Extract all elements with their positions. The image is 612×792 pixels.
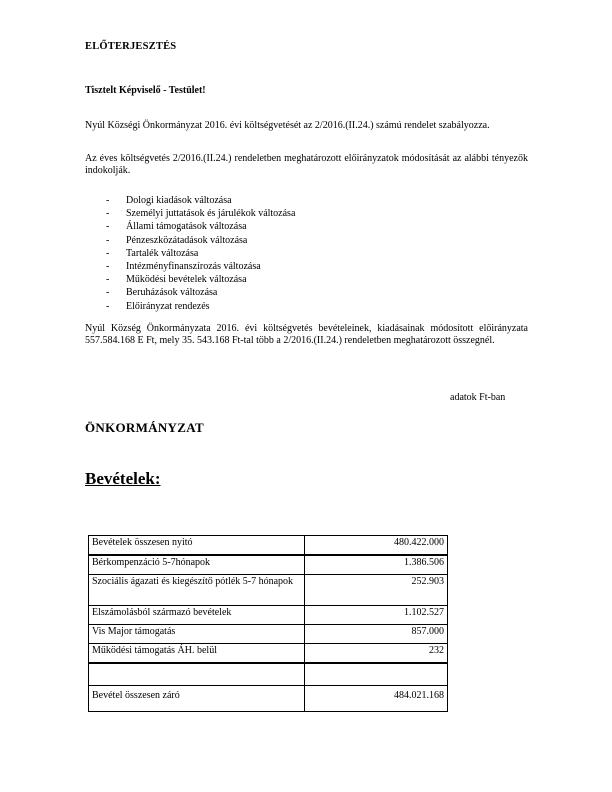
row-label: Működési támogatás ÁH. belül [89, 644, 305, 664]
bullet-dash: - [106, 195, 110, 206]
row-label: Vis Major támogatás [89, 625, 305, 644]
bullet-dash: - [106, 247, 110, 259]
list-item-text: Pénzeszközátadások változása [126, 234, 248, 246]
list-item-text: Tartalék változása [126, 247, 199, 259]
table-row [89, 625, 448, 644]
list-item [106, 234, 295, 247]
list-item [106, 286, 295, 299]
list-item [106, 220, 295, 233]
list-item [106, 300, 295, 313]
list-item-text: Előirányzat rendezés [126, 300, 210, 312]
row-label: Elszámolásból származó bevételek [89, 606, 305, 625]
list-item-text: Intézményfinanszírozás változása [126, 261, 261, 273]
bullet-dash: - [106, 221, 110, 233]
bullet-dash: - [106, 234, 110, 246]
bullet-dash: - [106, 274, 110, 286]
list-item-text: Dologi kiadások változása [126, 195, 232, 206]
table-row [89, 644, 448, 664]
table-row [89, 536, 448, 556]
revenue-table [88, 535, 448, 712]
row-value: 480.422.000 [305, 536, 448, 556]
row-label [89, 663, 305, 686]
section-title: ÖNKORMÁNYZAT [85, 420, 204, 435]
row-label: Szociális ágazati és kiegészítő pótlék 5-7 hónapok [89, 575, 305, 606]
table-row-empty [89, 663, 448, 686]
reasons-list [106, 194, 295, 313]
unit-note: adatok Ft-ban [450, 392, 506, 403]
list-item [106, 207, 295, 220]
table-row [89, 606, 448, 625]
list-item-text: Működési bevételek változása [126, 274, 247, 286]
row-value [305, 663, 448, 686]
document-heading: ELŐTERJESZTÉS [85, 41, 177, 52]
row-value: 1.102.527 [305, 606, 448, 625]
row-label: Bérkompenzáció 5-7hónapok [89, 555, 305, 575]
bullet-dash: - [106, 261, 110, 273]
bullet-dash: - [106, 208, 110, 220]
list-item-text: Személyi juttatások és járulékok változása [126, 208, 296, 220]
total-value: 484.021.168 [305, 686, 448, 712]
subsection-title: Bevételek: [85, 469, 161, 488]
row-value: 1.386.506 [305, 555, 448, 575]
row-value: 252.903 [305, 575, 448, 606]
total-label: Bevétel összesen záró [89, 686, 305, 712]
list-item-text: Állami támogatások változása [126, 221, 247, 233]
table-row-total [89, 686, 448, 712]
bullet-dash: - [106, 287, 110, 299]
list-item [106, 273, 295, 286]
table-row [89, 575, 448, 606]
summary-paragraph: Nyúl Község Önkormányzata 2016. évi költségvetés bevételeinek, kiadásainak módosított előirányzata 557.584.168 E Ft, mely 35. 543.168 Ft-tal több a 2/2016.(II.24.) rendeletben meghatározott összegnél. [85, 323, 528, 346]
reasons-paragraph: Az éves költségvetés 2/2016.(II.24.) rendeletben meghatározott előirányzatok módosítását az alábbi tényezők indokolják. [85, 153, 528, 176]
list-item [106, 260, 295, 273]
intro-paragraph: Nyúl Községi Önkormányzat 2016. évi költségvetését az 2/2016.(II.24.) számú rendelet szabályozza. [85, 120, 490, 131]
row-value: 232 [305, 644, 448, 664]
list-item [106, 247, 295, 260]
row-label: Bevételek összesen nyitó [89, 536, 305, 556]
table-row [89, 555, 448, 575]
list-item [106, 194, 295, 207]
bullet-dash: - [106, 300, 110, 312]
salutation: Tisztelt Képviselő - Testület! [85, 85, 206, 96]
list-item-text: Beruházások változása [126, 287, 218, 299]
row-value: 857.000 [305, 625, 448, 644]
